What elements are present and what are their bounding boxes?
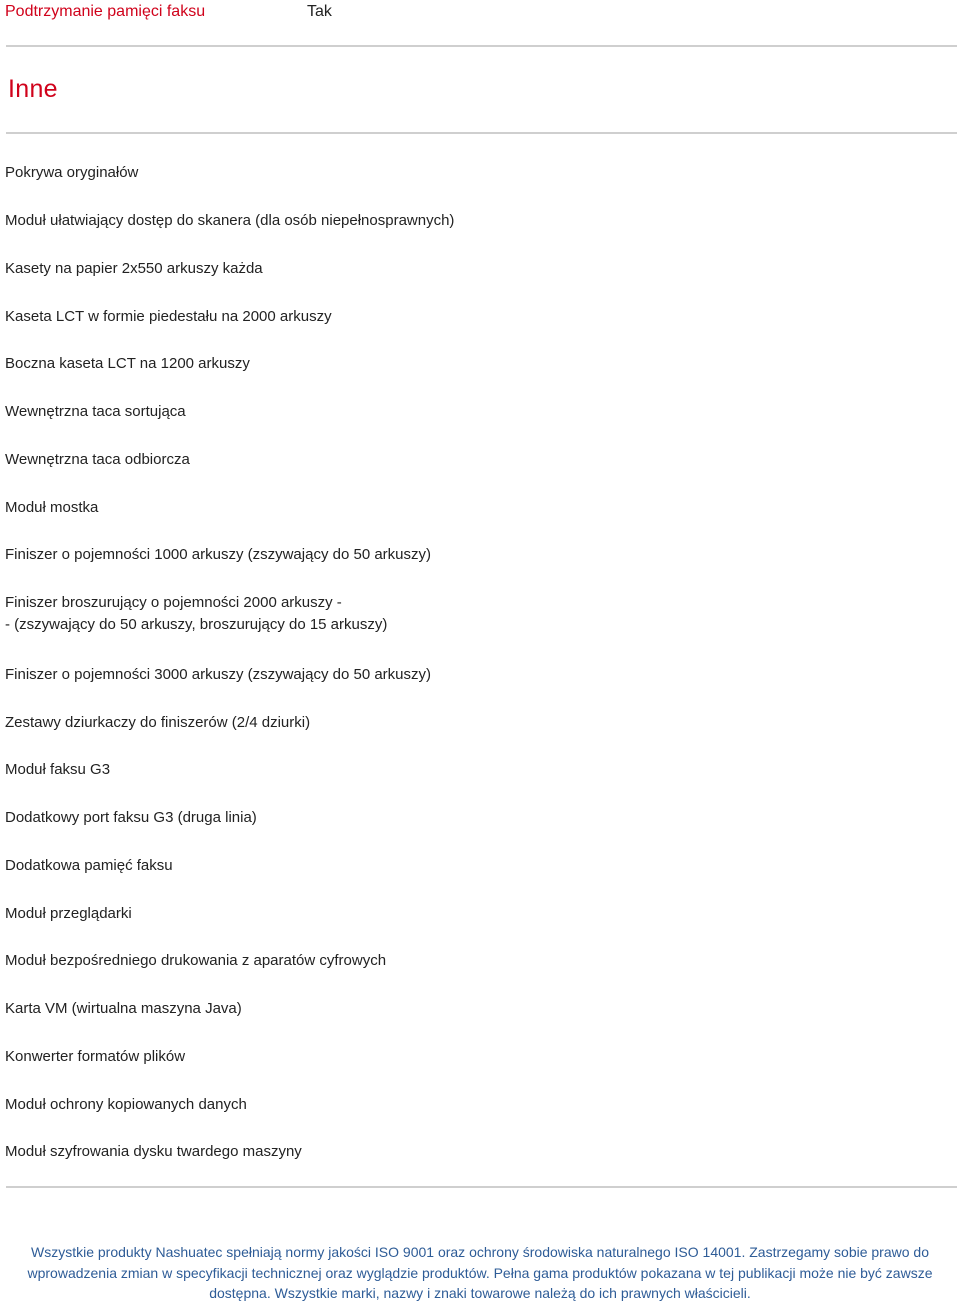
fax-memory-backup-row xyxy=(0,0,960,24)
list-item: Karta VM (wirtualna maszyna Java) xyxy=(5,1000,242,1017)
list-item: Konwerter formatów plików xyxy=(5,1048,186,1065)
spec-value: Tak xyxy=(307,3,332,20)
list-item: Pokrywa oryginałów xyxy=(5,164,139,181)
list-item: Boczna kaseta LCT na 1200 arkuszy xyxy=(5,355,250,372)
list-item: Moduł przeglądarki xyxy=(5,905,132,922)
list-item: Kaseta LCT w formie piedestału na 2000 arkuszy xyxy=(5,308,332,325)
list-item: Finiszer o pojemności 3000 arkuszy (zszywający do 50 arkuszy) xyxy=(5,666,431,683)
list-item: Moduł faksu G3 xyxy=(5,761,111,778)
list-item: Dodatkowa pamięć faksu xyxy=(5,857,173,874)
list-item: Moduł bezpośredniego drukowania z aparatów cyfrowych xyxy=(5,952,387,969)
footer-line: dostępna. Wszystkie marki, nazwy i znaki towarowe należą do ich prawnych właścicieli. xyxy=(209,1285,751,1302)
list-item: Dodatkowy port faksu G3 (druga linia) xyxy=(5,809,257,826)
section-title-inne: Inne xyxy=(8,75,58,103)
list-item: Finiszer o pojemności 1000 arkuszy (zszywający do 50 arkuszy) xyxy=(5,546,431,563)
list-item-line: - (zszywający do 50 arkuszy, broszurujący do 15 arkuszy) xyxy=(5,616,388,633)
list-item: Zestawy dziurkaczy do finiszerów (2/4 dziurki) xyxy=(5,714,311,731)
list-item-line: Finiszer broszurujący o pojemności 2000 arkuszy - xyxy=(5,594,342,611)
list-item: Wewnętrzna taca odbiorcza xyxy=(5,451,190,468)
divider-bottom xyxy=(6,1186,957,1188)
list-item: Moduł ułatwiający dostęp do skanera (dla osób niepełnosprawnych) xyxy=(5,212,455,229)
list-item: Moduł ochrony kopiowanych danych xyxy=(5,1096,247,1113)
list-item: Moduł mostka xyxy=(5,499,99,516)
spec-label: Podtrzymanie pamięci faksu xyxy=(5,3,206,20)
list-item: Kasety na papier 2x550 arkuszy każda xyxy=(5,260,263,277)
divider-top xyxy=(6,45,957,47)
footer-disclaimer xyxy=(0,1242,960,1304)
list-item xyxy=(5,592,945,636)
divider-section xyxy=(6,132,957,134)
list-item: Wewnętrzna taca sortująca xyxy=(5,403,186,420)
list-item: Moduł szyfrowania dysku twardego maszyny xyxy=(5,1143,302,1160)
footer-line: Wszystkie produkty Nashuatec spełniają normy jakości ISO 9001 oraz ochrony środowiska naturalnego ISO 14001. Zastrzegamy sobie prawo do xyxy=(30,1244,929,1260)
footer-line: wprowadzenia zmian w specyfikacji technicznej oraz wyglądzie produktów. Pełna gama produktów pokazana w tej publikacji może nie być zawsze xyxy=(27,1264,933,1281)
